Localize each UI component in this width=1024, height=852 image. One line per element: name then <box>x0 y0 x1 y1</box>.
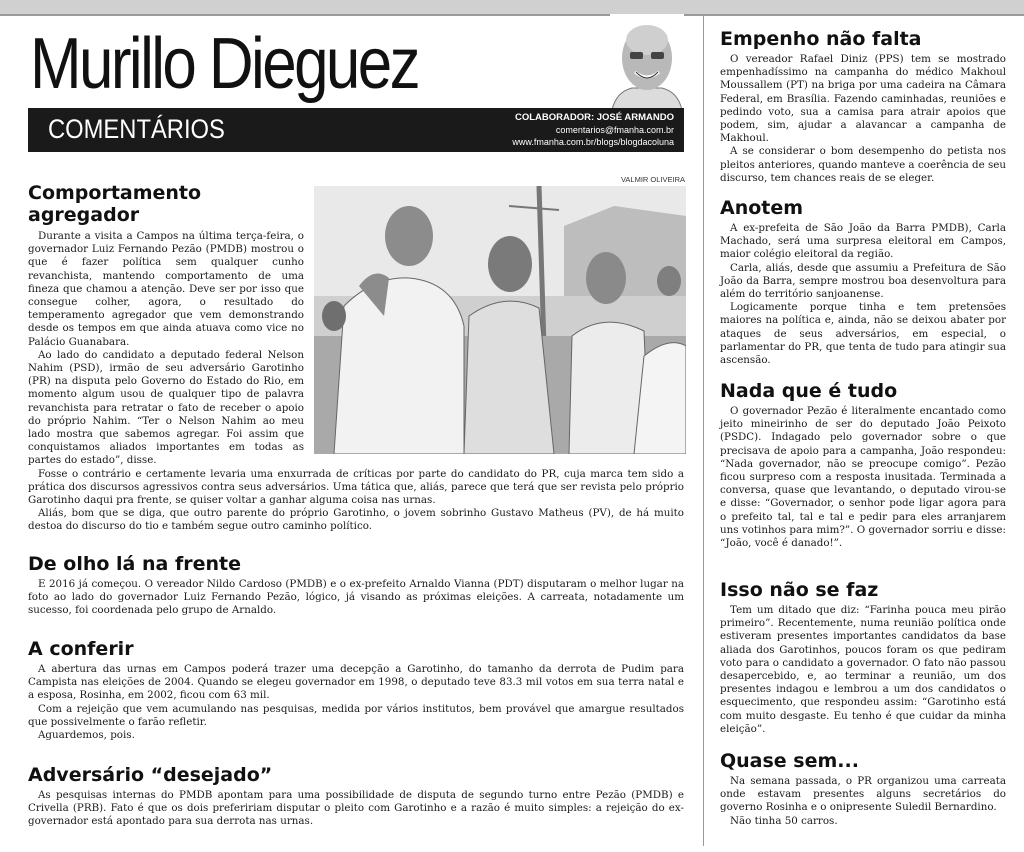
article-paragraph: Não tinha 50 carros. <box>730 814 838 827</box>
article-title: Comportamento agregador <box>28 182 202 226</box>
article-paragraph: E 2016 já começou. O vereador Nildo Cardoso (PMDB) e o ex-prefeito Arnaldo Vianna (PDT) disputaram o melhor lugar na foto ao lado do governador Luiz Fernando Pezão, lógico, já visando as próximas eleições. A carreata, notadamente um sucesso, foi coordenada pelo grupo de Arnaldo. <box>28 578 684 617</box>
article-paragraph: Durante a visita a Campos na última terça-feira, o governador Luiz Fernando Pezão (PMDB) mostrou o que é fazer política sem qualquer cunho revanchista, mantendo comportamento de uma fineza que chamou a atenção. Deve ser por isso que consegue colher, agora, o resultado do temperamento agregador que vem demonstrando desde os tempos em que ainda atuava como vice no Palácio Guanabara. <box>28 230 304 348</box>
article-paragraph: Fosse o contrário e certamente levaria uma enxurrada de críticas por parte do candidato do PR, cuja marca tem sido a prática dos discursos agressivos contra seus adversários. Uma tática que, aliás, parece que terá que ser revista pelo próprio Garotinho daqui pra frente, se quiser voltar a ganhar alguma coisa nas urnas. <box>28 467 684 507</box>
article-paragraph: O vereador Rafael Diniz (PPS) tem se mostrado empenhadíssimo na campanha do médico Makhoul Moussallem (PT) na briga por uma cadeira na Câmara Federal, em Brasília. Fazendo caminhadas, reuniões e pedindo voto, sua a camisa para atrair apoios que podem, sim, ajudar a alavancar a campanha de Makhoul. <box>720 53 1006 145</box>
article-title: Adversário “desejado” <box>28 764 273 786</box>
article-title: Empenho não falta <box>720 28 922 50</box>
article-title: Anotem <box>720 197 804 219</box>
article-empenho <box>720 28 1006 185</box>
article-paragraph: Carla, aliás, desde que assumiu a Prefeitura de São João da Barra, sempre mostrou boa desenvoltura para além do território sanjoanense. <box>720 261 1006 301</box>
article-adversario <box>28 764 684 829</box>
article-de-olho <box>28 553 684 618</box>
article-title: A conferir <box>28 638 134 660</box>
article-title: Isso não se faz <box>720 579 879 601</box>
article-comportamento-agregador <box>28 182 684 534</box>
article-paragraph: Tem um ditado que diz: “Farinha pouca meu pirão primeiro”. Recentemente, numa reunião política onde estiveram presentes importantes candidatos da base aliada dos Garotinhos, poucos foram os que pediram voto para o candidato a governador. O fato não passou desapercebido, e, ao terminar a reunião, um dos presentes indagou e lembrou a um dos candidatos o esquecimento, que respondeu assim: “Garotinho está com muito desgaste. Eu tenho é que cuidar da minha eleição”. <box>720 604 1006 735</box>
section-bar <box>28 108 684 152</box>
article-a-conferir <box>28 638 684 742</box>
credits <box>512 112 674 148</box>
article-paragraph: Logicamente porque tinha e tem pretensões maiores na política e, ainda, não se deixou abater por ataques de seus adversários, em especial, o parlamentar do PR, que tenta de tudo para atingir sua ascensão. <box>720 301 1006 367</box>
article-isso-nao-se-faz <box>720 579 1006 736</box>
contact-email[interactable]: comentarios@fmanha.com.br <box>555 125 674 135</box>
article-paragraph: A abertura das urnas em Campos poderá trazer uma decepção a Garotinho, do tamanho da derrota de Pudim para Campista nas eleições de 2004. Quando se elegeu governador em 1998, o deputado teve 83.3 mil votos em sua terra natal e a esposa, Rosinha, em 2002, ficou com 63 mil. <box>28 663 684 702</box>
top-rule <box>0 0 1024 16</box>
article-title: Quase sem... <box>720 750 859 772</box>
article-paragraph: A ex-prefeita de São João da Barra PMDB), Carla Machado, será uma surpresa eleitoral em Campos, maior colégio eleitoral da região. <box>720 222 1006 261</box>
section-title: COMENTÁRIOS <box>48 114 225 144</box>
columnist-name: Murillo Dieguez <box>30 24 419 104</box>
article-paragraph: Aguardemos, pois. <box>38 729 135 742</box>
article-paragraph: Na semana passada, o PR organizou uma carreata onde estavam presentes alguns secretários do governo Rosinha e o onipresente Suledil Bernardino. <box>720 775 1006 814</box>
blog-url[interactable]: www.fmanha.com.br/blogs/blogdacoluna <box>512 137 674 147</box>
column-divider <box>703 16 704 846</box>
article-paragraph: Com a rejeição que vem acumulando nas pesquisas, medida por vários institutos, bem provável que amargue resultados que possivelmente o farão refletir. <box>28 702 684 728</box>
article-paragraph: A se considerar o bom desempenho do petista nos pleitos anteriores, quando manteve a coerência de seu discurso, tem chances reais de se eleger. <box>720 145 1006 184</box>
article-paragraph: Aliás, bom que se diga, que outro parente do próprio Garotinho, o jovem sobrinho Gustavo Matheus (PV), de há muito destoa do discurso do tio e também segue outro caminho político. <box>28 507 684 533</box>
article-title: De olho lá na frente <box>28 553 241 575</box>
collaborator-credit: COLABORADOR: JOSÉ ARMANDO <box>514 112 674 123</box>
article-paragraph: O governador Pezão é literalmente encantado como jeito mineirinho de ser do deputado João Peixoto (PSDC). Indagado pelo governador sobre o que precisava de apoio para a campanha, João respondeu: “Nada governador, não se preocupe comigo”. Pezão ficou surpreso com a resposta inusitada. Terminada a conversa, quase que levantando, o deputado virou-se e disse: “Governador, o senhor pode ligar agora para o prefeito tal, tal e tal e pedir para eles arranjarem uns votinhos para mim?”. O governador sorriu e disse: “João, você é danado!”. <box>720 405 1006 550</box>
article-quase-sem <box>720 750 1006 828</box>
article-paragraph: Ao lado do candidato a deputado federal Nelson Nahim (PSD), irmão de seu adversário Garotinho (PR) na disputa pelo Governo do Estado do Rio, em momento algum usou de qualquer tipo de palavra revanchista para retratar o fato de receber o apoio do próprio Nahim. “Ter o Nelson Nahim ao meu lado mostra que sabemos agregar. Foi assim que conquistamos aliados importantes em todas as partes do estado”, disse. <box>28 348 304 467</box>
article-anotem <box>720 197 1006 367</box>
article-nada-que-e-tudo <box>720 380 1006 550</box>
article-paragraph: As pesquisas internas do PMDB apontam para uma possibilidade de disputa de segundo turno entre Pezão (PMDB) e Crivella (PRB). Fato é que os dois prefeririam disputar o pleito com Garotinho e a razão é muito simples: a rejeição do ex-governador está apontado para sua derrota nas urnas. <box>28 789 684 828</box>
columnist-portrait <box>610 14 684 110</box>
article-title: Nada que é tudo <box>720 380 898 402</box>
photo-credit: VALMIR OLIVEIRA <box>620 175 685 184</box>
